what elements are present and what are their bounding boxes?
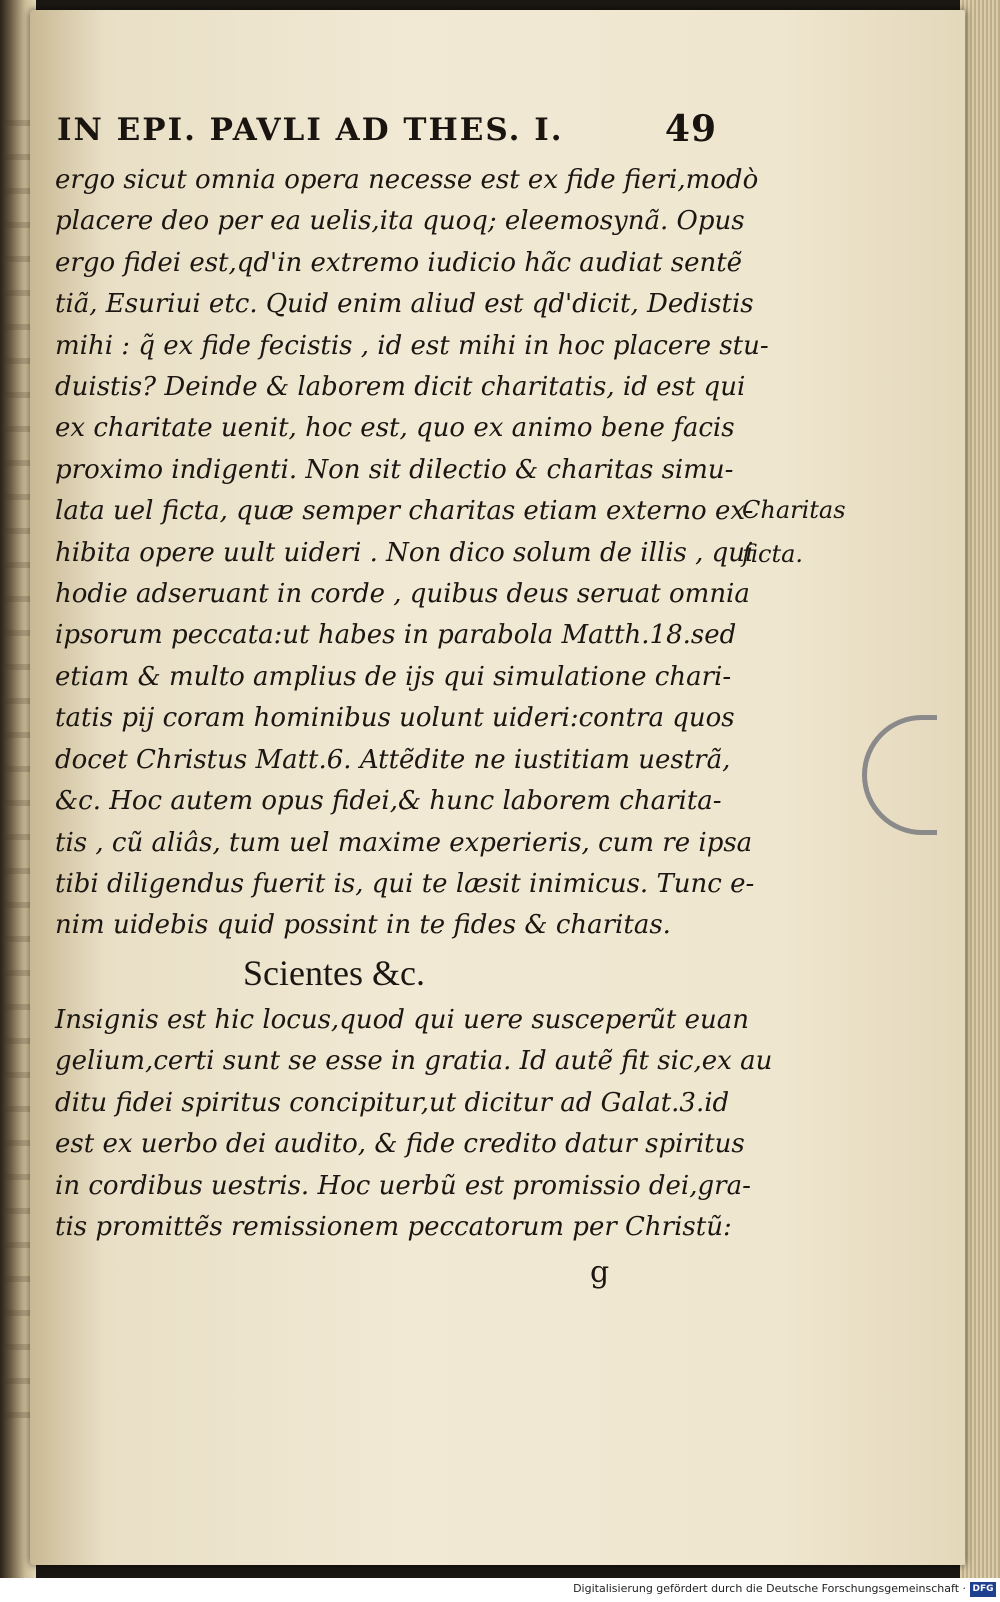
text-line: gelium,certi sunt se esse in gratia. Id autẽ fit sic,ex au — [55, 1046, 773, 1077]
text-line: hibita opere uult uideri . Non dico solum de illis , qui — [55, 537, 754, 568]
marginal-note-line: ficta. — [742, 540, 804, 568]
footer-credit: Digitalisierung gefördert durch die Deutsche Forschungsgemeinschaft · — [573, 1582, 966, 1595]
text-line: placere deo per ea uelis,ita quoq; eleemosynã. Opus — [55, 206, 745, 237]
text-line: mihi : q̃ ex fide fecistis , id est mihi in hoc placere stu- — [55, 330, 769, 361]
text-line: ipsorum peccata:ut habes in parabola Matth.18.sed — [55, 620, 737, 651]
text-line: proximo indigenti. Non sit dilectio & charitas simu- — [55, 454, 734, 485]
text-line: ex charitate uenit, hoc est, quo ex animo bene facis — [55, 413, 735, 444]
section-heading: Scientes &c. — [243, 953, 425, 993]
body-text-block-2 — [55, 1000, 773, 1248]
page-clip — [862, 715, 937, 835]
signature-mark: g — [590, 1255, 610, 1290]
text-line: &c. Hoc autem opus fidei,& hunc laborem charita- — [55, 786, 722, 817]
text-line: tatis pij coram hominibus uolunt uideri:contra quos — [55, 703, 735, 734]
text-line: hodie adseruant in corde , quibus deus seruat omnia — [55, 579, 750, 610]
text-line: lata uel ficta, quæ semper charitas etiam externo ex- — [55, 496, 754, 527]
text-line: tis , cũ aliâs, tum uel maxime experieris, cum re ipsa — [55, 827, 753, 858]
folio-number: 49 — [664, 108, 717, 150]
text-line: est ex uerbo dei audito, & fide credito datur spiritus — [55, 1129, 745, 1160]
marginal-note — [742, 488, 846, 576]
text-line: ditu fidei spiritus concipitur,ut dicitur ad Galat.3.id — [55, 1087, 730, 1118]
footer-bar — [0, 1578, 1000, 1602]
text-line: duistis? Deinde & laborem dicit charitatis, id est qui — [55, 372, 746, 403]
body-text-block-1 — [55, 160, 769, 947]
marginal-note-line: Charitas — [742, 496, 846, 524]
text-line: etiam & multo amplius de ijs qui simulatione chari- — [55, 661, 732, 692]
text-line: tibi diligendus fuerit is, qui te læsit inimicus. Tunc e- — [55, 868, 755, 899]
text-line: nim uidebis quid possint in te fides & charitas. — [55, 910, 671, 941]
running-head-title: IN EPI. PAVLI AD THES. I. — [57, 112, 564, 148]
running-head — [57, 108, 717, 150]
facing-page-edge — [4, 120, 30, 1420]
text-line: tiã, Esuriui etc. Quid enim aliud est qd'dicit, Dedistis — [55, 289, 754, 320]
text-line: ergo fidei est,qd'in extremo iudicio hãc audiat sentẽ — [55, 247, 743, 278]
text-line: tis promittẽs remissionem peccatorum per Christũ: — [55, 1212, 732, 1243]
dfg-logo[interactable]: DFG — [970, 1582, 996, 1597]
page-stack-edge — [960, 0, 1000, 1578]
text-line: in cordibus uestris. Hoc uerbũ est promissio dei,gra- — [55, 1170, 751, 1201]
text-line: docet Christus Matt.6. Attẽdite ne iustitiam uestrã, — [55, 744, 731, 775]
text-line: Insignis est hic locus,quod qui uere susceperũt euan — [55, 1005, 750, 1035]
text-line: ergo sicut omnia opera necesse est ex fide fieri,modò — [55, 165, 759, 195]
